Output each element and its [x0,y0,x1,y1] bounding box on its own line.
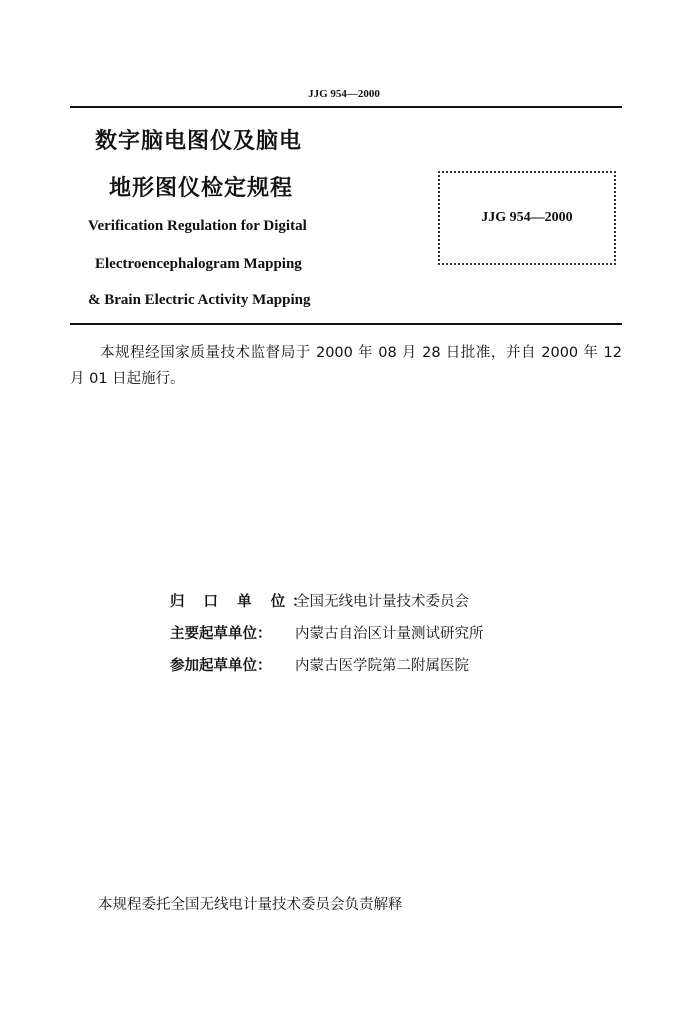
org-label: 主要起草单位： [170,626,272,642]
header-standard-code: JJG 954—2000 [308,88,380,100]
standard-code: JJG 954—2000 [481,210,573,225]
title-chinese-line-1: 数字脑电图仪及脑电 [95,129,303,154]
org-label: 归 口 单 位： [170,594,314,610]
org-label: 参加起草单位： [170,658,272,674]
interpretation-note: 本规程委托全国无线电计量技术委员会负责解释 [98,897,403,913]
org-value: 全国无线电计量技术委员会 [295,594,469,610]
title-chinese-line-2: 地形图仪检定规程 [109,176,294,201]
org-row-participating-drafter [170,654,469,675]
top-divider [70,106,622,108]
title-english-line-3: & Brain Electric Activity Mapping [88,292,311,308]
approval-statement: 本规程经国家质量技术监督局于 2000 年 08 月 28 日批准，并自 2000 年 12 月 01 日起施行。 [70,345,622,387]
bottom-divider [70,323,622,325]
standard-code-box [438,171,616,265]
org-value: 内蒙古医学院第二附属医院 [295,658,469,674]
org-row-responsible [170,590,469,611]
org-row-main-drafter [170,622,484,643]
title-english-line-1: Verification Regulation for Digital [88,218,307,234]
title-english-line-2: Electroencephalogram Mapping [95,256,302,272]
org-value: 内蒙古自治区计量测试研究所 [295,626,484,642]
